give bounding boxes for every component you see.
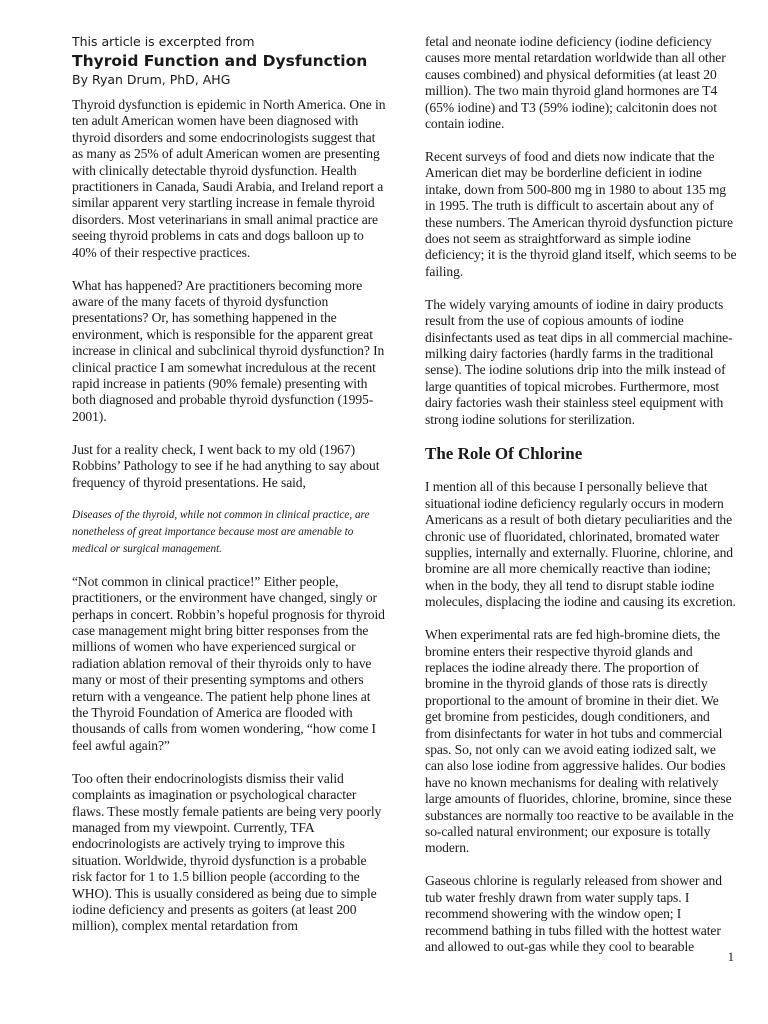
- paragraph: The widely varying amounts of iodine in dairy products result from the use of copious amounts of iodine disinfectants used as teat dips in all commercial machine-milking dairy factories (hardly farms in the traditional sense). The iodine solutions drip into the milk instead of large quantities of topical microbes. Furthermore, most dairy factories wash their stainless steel equipment with strong iodine solutions for sterilization.: [425, 296, 733, 427]
- block-quote: Diseases of the thyroid, while not common in clinical practice, are nonetheless of great importance because most are amenable to medical or surgical management.: [72, 509, 370, 555]
- paragraph: Too often their endocrinologists dismiss their valid complaints as imagination or psychological character flaws. These mostly female patients are being very poorly managed from my viewpoint. Currently, TFA endocrinologists are actively trying to improve this situation. Worldwide, thyroid dysfunction is a probable risk factor for 1 to 1.5 billion people (according to the WHO). This is usually considered as being due to simple iodine deficiency and presents as goiters (at least 200 million), complex mental retardation from: [72, 770, 382, 934]
- left-column: [72, 34, 386, 951]
- paragraph: Recent surveys of food and diets now indicate that the American diet may be borderline deficient in iodine intake, down from 500-800 mg in 1980 to about 135 mg in 1995. The truth is difficult to ascertain about any of these numbers. The American thyroid dysfunction picture does not seem as straightforward as simple iodine deficiency; it is the thyroid gland itself, which seems to be failing.: [425, 148, 737, 279]
- paragraph: Just for a reality check, I went back to my old (1967) Robbins’ Pathology to see if he had anything to say about frequency of thyroid presentations. He said,: [72, 441, 380, 490]
- excerpt-note: This article is excerpted from: [72, 34, 255, 49]
- paragraph: When experimental rats are fed high-bromine diets, the bromine enters their respective thyroid glands and replaces the iodine already there. The proportion of bromine in the thyroid glands of those rats is directly proportional to the amount of bromine in their diet. We get bromine from pesticides, dough conditioners, and from disinfectants for water in hot tubs and commercial spas. So, not only can we avoid eating iodized salt, we can also lose iodine from aggressive halides. Our bodies have no known mechanisms for dealing with relatively large amounts of fluorides, chlorine, bromine, since these substances are normally too reactive to be available in the so-called natural environment; our exposure is totally modern.: [425, 627, 734, 856]
- paragraph: I mention all of this because I personally believe that situational iodine deficiency regularly occurs in modern Americans as a result of both dietary peculiarities and the chronic use of fluoridated, chlorinated, bromated water supplies, internally and externally. Fluorine, chlorine, and bromine are all more chemically reactive than iodine; when in the body, they all tend to disrupt stable iodine molecules, displacing the iodine and causing its excretion.: [425, 479, 736, 610]
- paragraph: What has happened? Are practitioners becoming more aware of the many facets of thyroid dysfunction presentations? Or, has something happened in the environment, which is responsible for the apparent great increase in clinical and subclinical thyroid dysfunction? In clinical practice I am somewhat incredulous at the recent rapid increase in patients (90% female) presenting with both diagnosed and probable thyroid dysfunction (1995-2001).: [72, 277, 385, 424]
- paragraph: “Not common in clinical practice!” Either people, practitioners, or the environment have changed, singly or perhaps in concert. Robbin’s hopeful prognosis for thyroid case management might bring bitter responses from the millions of women who have experienced surgical or radiation ablation removal of their thyroids only to have many or most of their presenting symptoms and others return with a vengeance. The patient help phone lines at the Thyroid Foundation of America are flooded with thousands of calls from women wondering, “how come I feel awful again?”: [72, 573, 385, 753]
- paragraph: Gaseous chlorine is regularly released from shower and tub water freshly drawn from water supply taps. I recommend showering with the window open; I recommend bathing in tubs filled with the hottest water and allowed to out-gas while they cool to bearable: [425, 873, 722, 954]
- article-title: Thyroid Function and Dysfunction: [72, 52, 368, 70]
- section-heading: The Role Of Chlorine: [425, 444, 583, 464]
- right-column: [425, 34, 737, 972]
- paragraph: fetal and neonate iodine deficiency (iodine deficiency causes more mental retardation worldwide than all other causes combined) and physical deformities (at least 20 million). The two main thyroid gland hormones are T4 (65% iodine) and T3 (59% iodine); calcitonin does not contain iodine.: [425, 34, 726, 132]
- byline: By Ryan Drum, PhD, AHG: [72, 72, 231, 87]
- paragraph: Thyroid dysfunction is epidemic in North America. One in ten adult American women have been diagnosed with thyroid disorders and some endocrinologists suggest that as many as 25% of adult American women are presenting with clinically detectable thyroid dysfunction. Health practitioners in Canada, Saudi Arabia, and Ireland report a similar apparent very startling increase in female thyroid disorders. Most veterinarians in small animal practice are seeing thyroid problems in cats and dogs balloon up to 40% of their respective practices.: [72, 97, 386, 260]
- page-number: 1: [727, 950, 734, 964]
